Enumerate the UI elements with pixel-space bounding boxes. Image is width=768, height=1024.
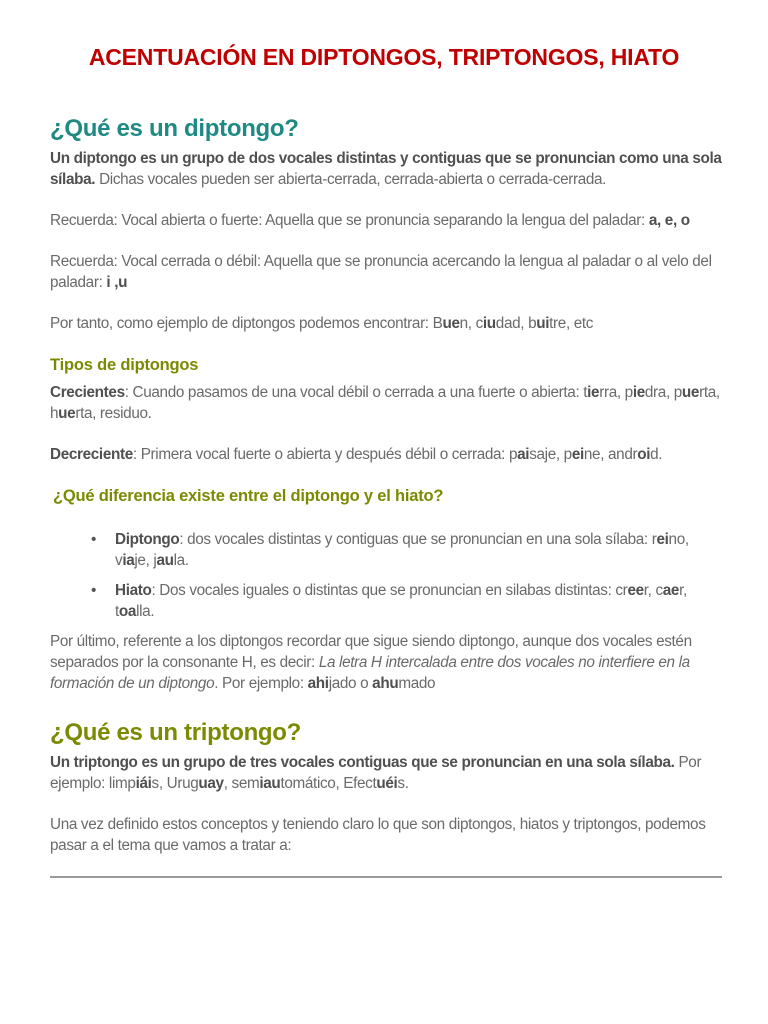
bold-text-run: Decreciente	[50, 446, 133, 463]
bold-text-run: ei	[571, 446, 584, 463]
text-run: Dichas vocales pueden ser abierta-cerrada, cerrada-abierta o cerrada-cerrada.	[95, 171, 607, 188]
italic-text-run: La letra H intercalada entre dos vocales no interfiere en la formación de un diptongo	[50, 654, 690, 692]
heading-diptongo: ¿Qué es un diptongo?	[50, 115, 299, 142]
text-run: Recuerda: Vocal abierta o fuerte: Aquella que se pronuncia separando la lengua del paladar:	[50, 212, 649, 229]
text-run: saje, p	[529, 446, 572, 463]
text-run: n, c	[459, 315, 483, 332]
text-run: . Por ejemplo:	[214, 675, 308, 692]
paragraph-ejemplos-diptongo	[50, 313, 726, 334]
paragraph-vocal-cerrada	[50, 251, 726, 293]
paragraph-definicion-triptongo	[50, 752, 726, 794]
bold-text-run: ie	[632, 384, 645, 401]
document-body	[50, 0, 726, 878]
bold-text-run: ue	[681, 384, 700, 401]
bold-text-run: uéi	[376, 775, 398, 792]
bold-text-run: ue	[442, 315, 460, 332]
list-item-diptongo	[91, 529, 726, 571]
bold-text-run: iau	[259, 775, 281, 792]
bullet-icon: •	[91, 531, 97, 548]
text-run: je, j	[134, 552, 157, 569]
text-run: Por ejemplo: limp	[50, 754, 702, 792]
bold-text-run: ia	[122, 552, 135, 569]
text-run: , sem	[223, 775, 260, 792]
bold-text-run: a, e, o	[648, 212, 690, 229]
bold-text-run: uay	[198, 775, 224, 792]
bold-text-run: ee	[627, 582, 644, 599]
bold-text-run: oi	[637, 446, 651, 463]
paragraph-vocal-abierta	[50, 210, 726, 231]
text-run: r, t	[115, 582, 687, 620]
text-run: rra, p	[599, 384, 633, 401]
paragraph-definicion-diptongo	[50, 148, 726, 190]
list-item-text	[115, 531, 689, 569]
bold-text-run: oa	[118, 603, 137, 620]
text-run: r, c	[643, 582, 663, 599]
diferencia-list	[50, 529, 726, 622]
bold-text-run: Diptongo	[115, 531, 180, 548]
text-run: : Primera vocal fuerte o abierta y después débil o cerrada: p	[132, 446, 518, 463]
text-run: : Cuando pasamos de una vocal débil o cerrada a una fuerte o abierta: t	[124, 384, 588, 401]
text-run: dra, p	[644, 384, 682, 401]
bold-text-run: ahu	[372, 675, 399, 692]
list-item-text	[115, 582, 687, 620]
text-run: : Dos vocales iguales o distintas que se pronuncian en silabas distintas: cr	[151, 582, 628, 599]
bold-text-run: Un diptongo es un grupo de dos vocales distintas y contiguas que se pronuncian como una sola sílaba.	[50, 150, 722, 188]
horizontal-divider	[50, 876, 722, 878]
bold-text-run: Un triptongo es un grupo de tres vocales contiguas que se pronuncian en una sola sílaba.	[50, 754, 675, 771]
text-run: mado	[398, 675, 436, 692]
text-run: Por tanto, como ejemplo de diptongos podemos encontrar: B	[50, 315, 443, 332]
paragraph-por-ultimo	[50, 631, 726, 694]
bold-text-run: ai	[517, 446, 530, 463]
bold-text-run: ahi	[307, 675, 329, 692]
heading-tipos-diptongos: Tipos de diptongos	[50, 356, 199, 374]
document-title: ACENTUACIÓN EN DIPTONGOS, TRIPTONGOS, HIATO	[88, 44, 680, 70]
bold-text-run: ei	[656, 531, 669, 548]
text-run: tomático, Efect	[280, 775, 377, 792]
text-run: Recuerda: Vocal cerrada o débil: Aquella que se pronuncia acercando la lengua al paladar o al velo del paladar:	[50, 253, 712, 291]
text-run: jado o	[328, 675, 373, 692]
bold-text-run: i ,u	[106, 274, 128, 291]
bold-text-run: Hiato	[115, 582, 152, 599]
paragraph-crecientes	[50, 382, 726, 424]
text-run: s.	[397, 775, 409, 792]
bold-text-run: ae	[662, 582, 680, 599]
text-run: d.	[650, 446, 663, 463]
text-run: lla.	[136, 603, 155, 620]
bold-text-run: ue	[58, 405, 76, 422]
bullet-icon: •	[91, 582, 97, 599]
text-run: dad, b	[495, 315, 537, 332]
heading-diferencia: ¿Qué diferencia existe entre el diptongo y el hiato?	[53, 487, 444, 505]
heading-triptongo: ¿Qué es un triptongo?	[50, 719, 302, 746]
text-run: ne, andr	[583, 446, 638, 463]
bold-text-run: ui	[536, 315, 550, 332]
text-run: Por último, referente a los diptongos recordar que sigue siendo diptongo, aunque dos vocales estén separados por la consonante H, es decir:	[50, 633, 692, 671]
bold-text-run: Crecientes	[50, 384, 125, 401]
paragraph-conclusion	[50, 814, 726, 856]
bold-text-run: iái	[135, 775, 152, 792]
text-run: la.	[173, 552, 189, 569]
text-run: no, v	[115, 531, 689, 569]
paragraph-decreciente	[50, 444, 726, 465]
text-run: s, Urug	[151, 775, 199, 792]
bold-text-run: au	[156, 552, 174, 569]
text-run: rta, h	[50, 384, 720, 422]
bold-text-run: iu	[482, 315, 496, 332]
text-run: tre, etc	[549, 315, 594, 332]
text-run: Una vez definido estos conceptos y teniendo claro lo que son diptongos, hiatos y triptongos, podemos pasar a el tema que vamos a tratar a:	[50, 816, 706, 854]
text-run: rta, residuo.	[75, 405, 152, 422]
text-run: : dos vocales distintas y contiguas que se pronuncian en una sola sílaba: r	[179, 531, 657, 548]
list-item-hiato	[91, 580, 726, 622]
bold-text-run: ie	[587, 384, 600, 401]
